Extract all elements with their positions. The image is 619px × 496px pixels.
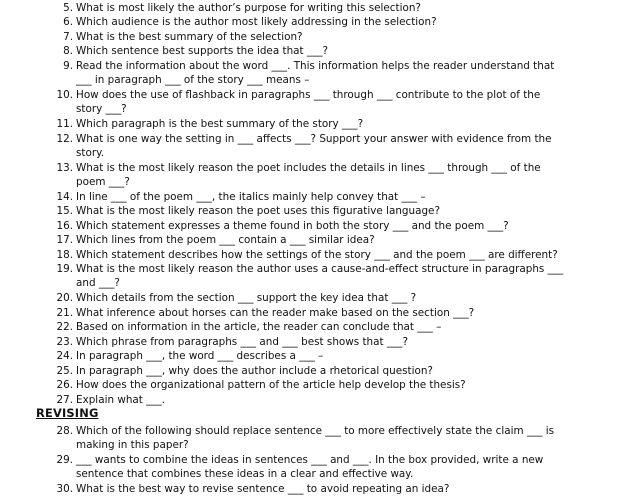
question-6: 6. Which audience is the author most likely addressing in the selection? — [63, 16, 437, 28]
question-14: 14. In line ___ of the poem ___, the italics mainly help convey that ___ – — [56, 191, 426, 203]
question-17: 17. Which lines from the poem ___ contain a ___ similar idea? — [56, 234, 375, 246]
question-27: 27. Explain what ___. — [56, 394, 166, 406]
question-25: 25. In paragraph ___, why does the author include a rhetorical question? — [56, 365, 433, 377]
question-5: 5. What is most likely the author’s purpose for writing this selection? — [63, 2, 421, 14]
question-23: 23. Which phrase from paragraphs ___ and ___ best shows that ___? — [56, 336, 408, 348]
question-30: 30. What is the best way to revise sentence ___ to avoid repeating an idea? — [56, 483, 450, 495]
question-18: 18. Which statement describes how the settings of the story ___ and the poem ___ are different? — [56, 249, 558, 261]
question-26: 26. How does the organizational pattern of the article help develop the thesis? — [56, 379, 466, 391]
question-9: 9. Read the information about the word ___. This information helps the reader understand that ___ in paragraph ___ of the story ___ means – — [63, 60, 555, 87]
question-20: 20. Which details from the section ___ support the key idea that ___ ? — [56, 292, 417, 304]
question-10: 10. How does the use of flashback in paragraphs ___ through ___ contribute to the plot of the story ___? — [56, 89, 541, 116]
question-22: 22. Based on information in the article, the reader can conclude that ___ – — [56, 321, 442, 333]
question-28: 28. Which of the following should replace sentence ___ to more effectively state the claim ___ is making in this paper? — [56, 425, 555, 452]
question-29: 29. ___ wants to combine the ideas in sentences ___ and ___. In the box provided, write a new sentence that combines these ideas in a clear and effective way. — [56, 454, 544, 481]
question-21: 21. What inference about horses can the reader make based on the section ___? — [56, 307, 475, 319]
section-heading-revising: REVISING — [36, 406, 99, 420]
question-7: 7. What is the best summary of the selection? — [63, 31, 303, 43]
question-8: 8. Which sentence best supports the idea that ___? — [63, 45, 328, 57]
question-19: 19. What is the most likely reason the author uses a cause-and-effect structure in paragraphs ___ and ___? — [56, 263, 564, 290]
question-13: 13. What is the most likely reason the poet includes the details in lines ___ through ___ of the poem ___? — [56, 162, 541, 189]
question-24: 24. In paragraph ___, the word ___ describes a ___ – — [56, 350, 324, 362]
question-15: 15. What is the most likely reason the poet uses this figurative language? — [56, 205, 440, 217]
question-11: 11. Which paragraph is the best summary of the story ___? — [56, 118, 364, 130]
question-16: 16. Which statement expresses a theme found in both the story ___ and the poem ___? — [56, 220, 509, 232]
question-12: 12. What is one way the setting in ___ affects ___? Support your answer with evidence from the story. — [56, 133, 552, 160]
